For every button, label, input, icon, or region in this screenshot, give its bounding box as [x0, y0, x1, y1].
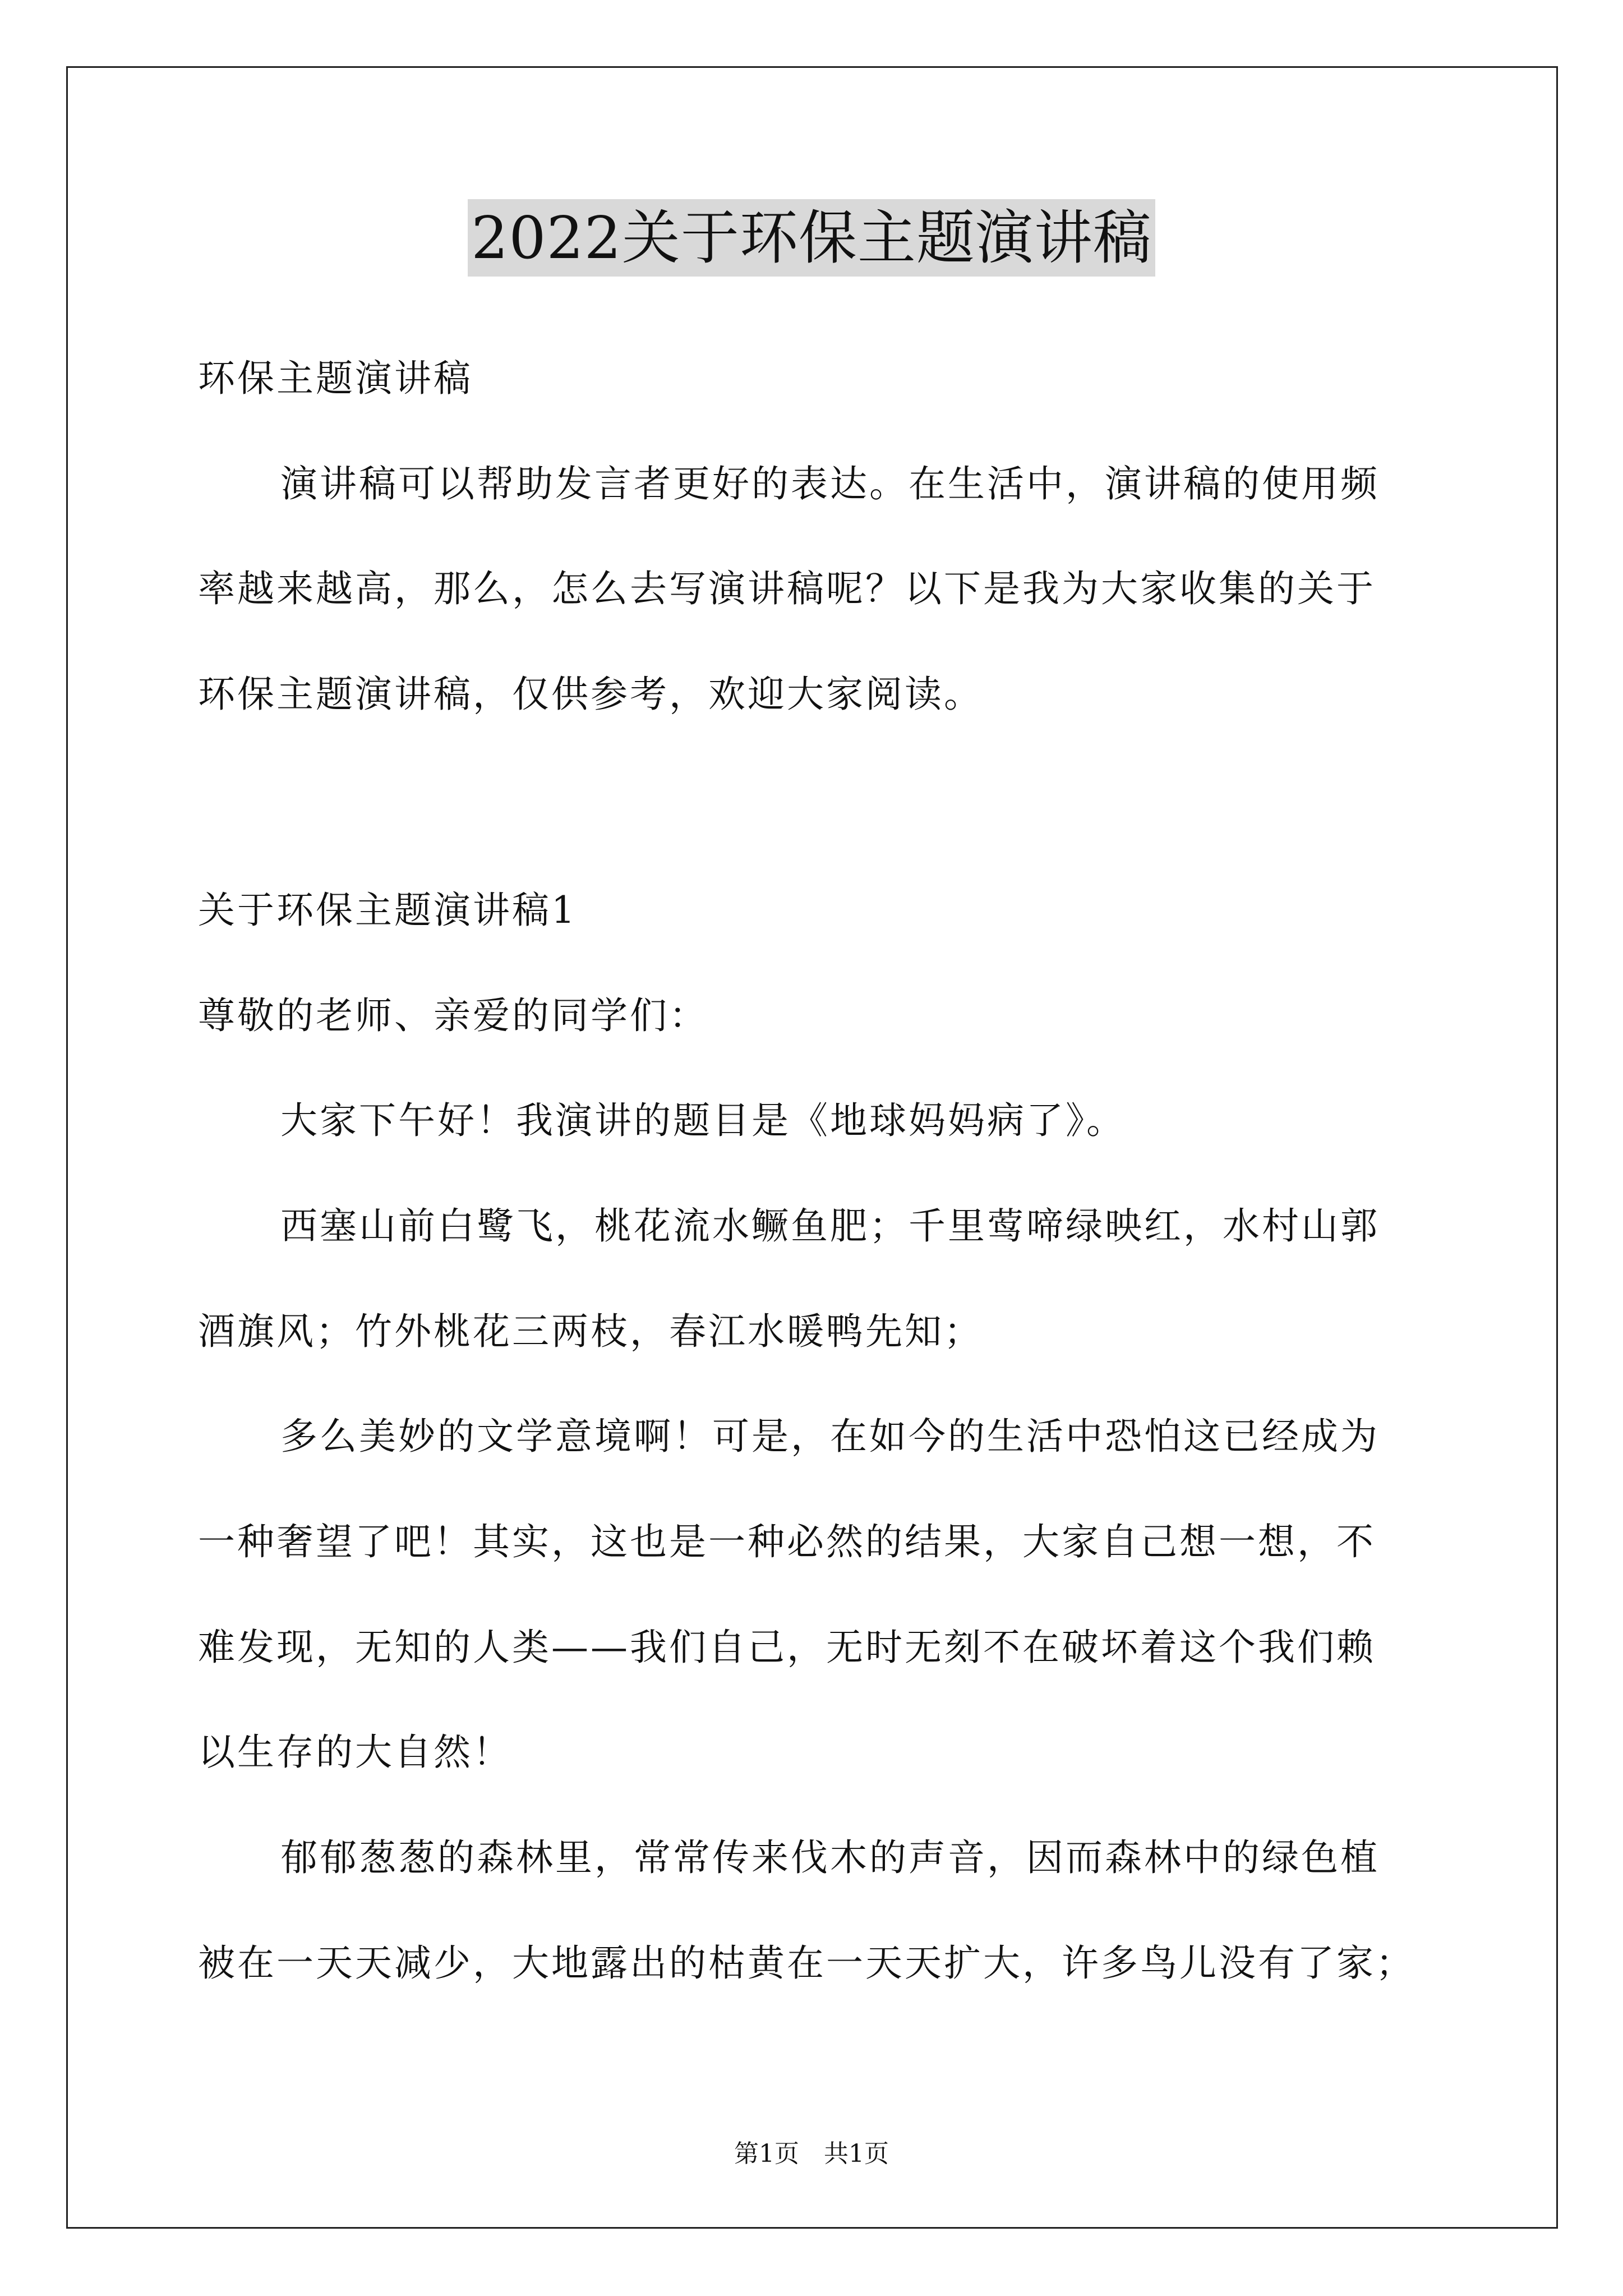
section-heading: 关于环保主题演讲稿1 — [198, 889, 577, 932]
paragraph-line: 难发现，无知的人类——我们自己，无时无刻不在破坏着这个我们赖 — [198, 1626, 1376, 1669]
page-number: 第1页 共1页 — [734, 2139, 889, 2168]
paragraph-line: 演讲稿可以帮助发言者更好的表达。在生活中，演讲稿的使用频 — [280, 462, 1380, 505]
paragraph-line: 西塞山前白鹭飞，桃花流水鳜鱼肥；千里莺啼绿映红，水村山郭 — [280, 1204, 1380, 1248]
paragraph-line: 大家下午好！我演讲的题目是《地球妈妈病了》。 — [280, 1099, 1126, 1142]
page-title: 2022关于环保主题演讲稿 — [468, 199, 1155, 277]
paragraph-line: 酒旗风；竹外桃花三两枝，春江水暖鸭先知； — [198, 1310, 983, 1353]
paragraph-line: 被在一天天减少，大地露出的枯黄在一天天扩大，许多鸟儿没有了家； — [198, 1941, 1415, 1985]
title-container — [0, 199, 1623, 277]
paragraph-line: 率越来越高，那么，怎么去写演讲稿呢？以下是我为大家收集的关于 — [198, 567, 1376, 610]
paragraph-line: 以生存的大自然！ — [198, 1731, 512, 1774]
paragraph-line: 一种奢望了吧！其实，这也是一种必然的结果，大家自己想一想，不 — [198, 1520, 1376, 1563]
paragraph-line: 郁郁葱葱的森林里，常常传来伐木的声音，因而森林中的绿色植 — [280, 1836, 1380, 1879]
subtitle: 环保主题演讲稿 — [198, 357, 473, 400]
paragraph-line: 环保主题演讲稿，仅供参考，欢迎大家阅读。 — [198, 673, 983, 716]
paragraph-line: 多么美妙的文学意境啊！可是，在如今的生活中恐怕这已经成为 — [280, 1415, 1380, 1458]
salutation: 尊敬的老师、亲爱的同学们： — [198, 994, 708, 1037]
